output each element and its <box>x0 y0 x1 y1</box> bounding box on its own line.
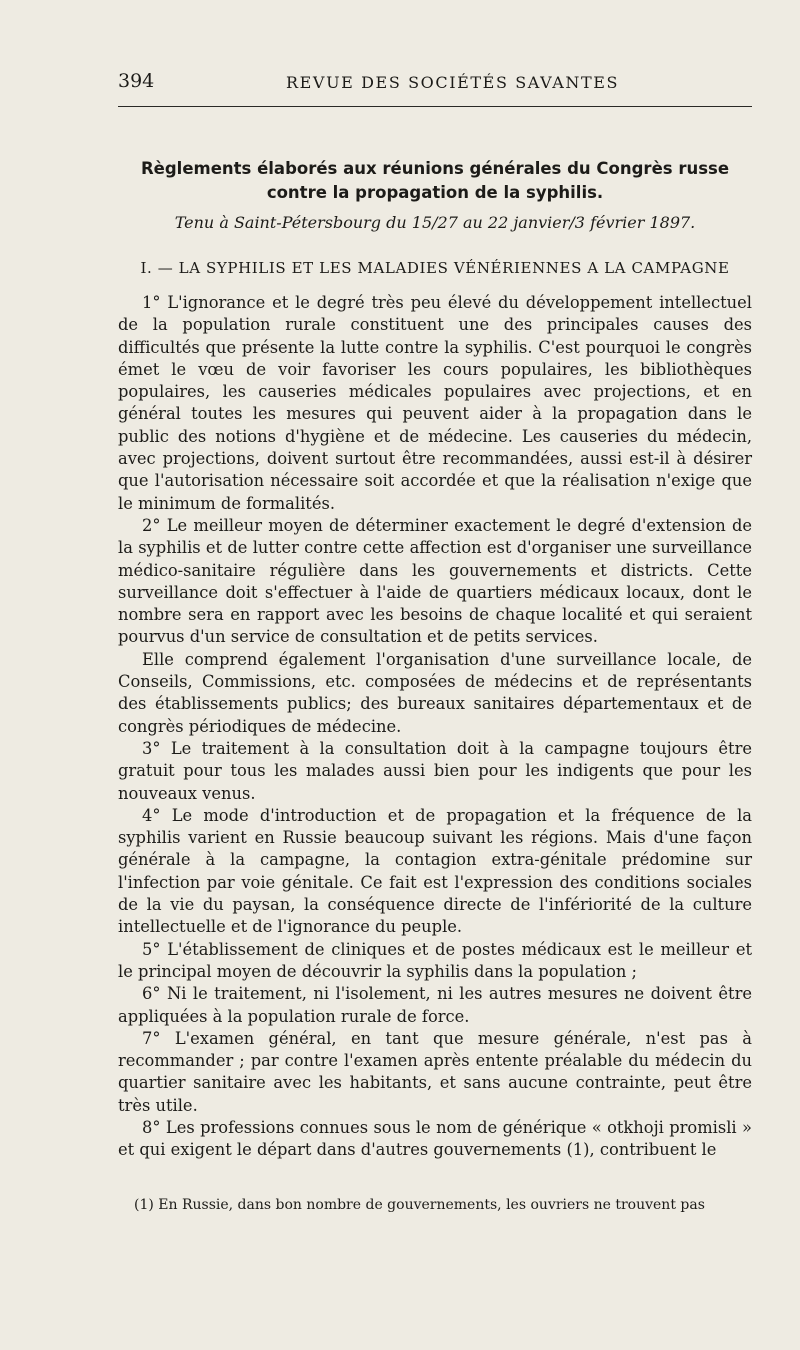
footnote: (1) En Russie, dans bon nombre de gouvernements, les ouvriers ne trouvent pas <box>134 1197 705 1213</box>
article-title <box>118 157 752 205</box>
page-header <box>118 62 752 102</box>
article-title-line-1: Règlements élaborés aux réunions générales du Congrès russe <box>140 159 730 178</box>
paragraph-6: 5° L'établissement de cliniques et de postes médicaux est le meilleur et le principal moyen de découvrir la syphilis dans la population ; <box>118 939 752 981</box>
paragraph-1: 1° L'ignorance et le degré très peu élevé du développement intellectuel de la population rurale constituent une des principales causes des difficultés que présente la lutte contre la syphilis. C'est pourquoi le congrès émet le vœu de voir favoriser les cours populaires, les bibliothèques populaires, les causeries médicales populaires avec projections, et en général toutes les mesures qui peuvent aider à la propagation dans le public des notions d'hygiène et de médecine. Les causeries du médecin, avec projections, doivent surtout être recommandées, aussi est-il à désirer que l'autorisation nécessaire soit accordée et que la réalisation n'exige que le minimum de formalités. <box>118 293 752 513</box>
paragraph-8: 7° L'examen général, en tant que mesure générale, n'est pas à recommander ; par contre l'examen après entente préalable du médecin du quartier sanitaire avec les habitants, et sans aucune contrainte, peut être très utile. <box>118 1028 752 1115</box>
page-number: 394 <box>118 70 155 92</box>
paragraph-2: 2° Le meilleur moyen de déterminer exactement le degré d'extension de la syphilis et de lutter contre cette affection est d'organiser une surveillance médico-sanitaire régulière dans les gouvernements et districts. Cette surveillance doit s'effectuer à l'aide de quartiers médicaux locaux, dont le nombre sera en rapport avec les besoins de chaque localité et qui seraient pourvus d'un service de consultation et de petits services. <box>118 515 752 647</box>
article-title-line-2: contre la propagation de la syphilis. <box>266 183 604 202</box>
section-heading: I. — LA SYPHILIS ET LES MALADIES VÉNÉRIENNES A LA CAMPAGNE <box>140 259 730 277</box>
paragraph-5: 4° Le mode d'introduction et de propagation et la fréquence de la syphilis varient en Russie beaucoup suivant les régions. Mais d'une façon générale à la campagne, la contagion extra-génitale prédomine sur l'infection par voie génitale. Ce fait est l'expression des conditions sociales de la vie du paysan, la conséquence directe de l'infériorité de la culture intellectuelle et de l'ignorance du peuple. <box>118 805 752 937</box>
article-body <box>118 292 752 1162</box>
paragraph-7: 6° Ni le traitement, ni l'isolement, ni les autres mesures ne doivent être appliquées à la population rurale de force. <box>118 984 752 1026</box>
running-title: REVUE DES SOCIÉTÉS SAVANTES <box>286 73 620 92</box>
paragraph-9: 8° Les professions connues sous le nom de générique « otkhoji promisli » et qui exigent le départ dans d'autres gouvernements (1), contribuent le <box>118 1117 752 1160</box>
paragraph-4: 3° Le traitement à la consultation doit à la campagne toujours être gratuit pour tous les malades aussi bien pour les indigents que pour les nouveaux venus. <box>118 738 752 803</box>
header-rule <box>118 106 752 107</box>
article-subtitle: Tenu à Saint-Pétersbourg du 15/27 au 22 janvier/3 février 1897. <box>174 213 696 232</box>
paragraph-3: Elle comprend également l'organisation d'une surveillance locale, de Conseils, Commissions, etc. composées de médecins et de représentants des établissements publics; des bureaux sanitaires départementaux et de congrès périodiques de médecine. <box>118 649 752 736</box>
